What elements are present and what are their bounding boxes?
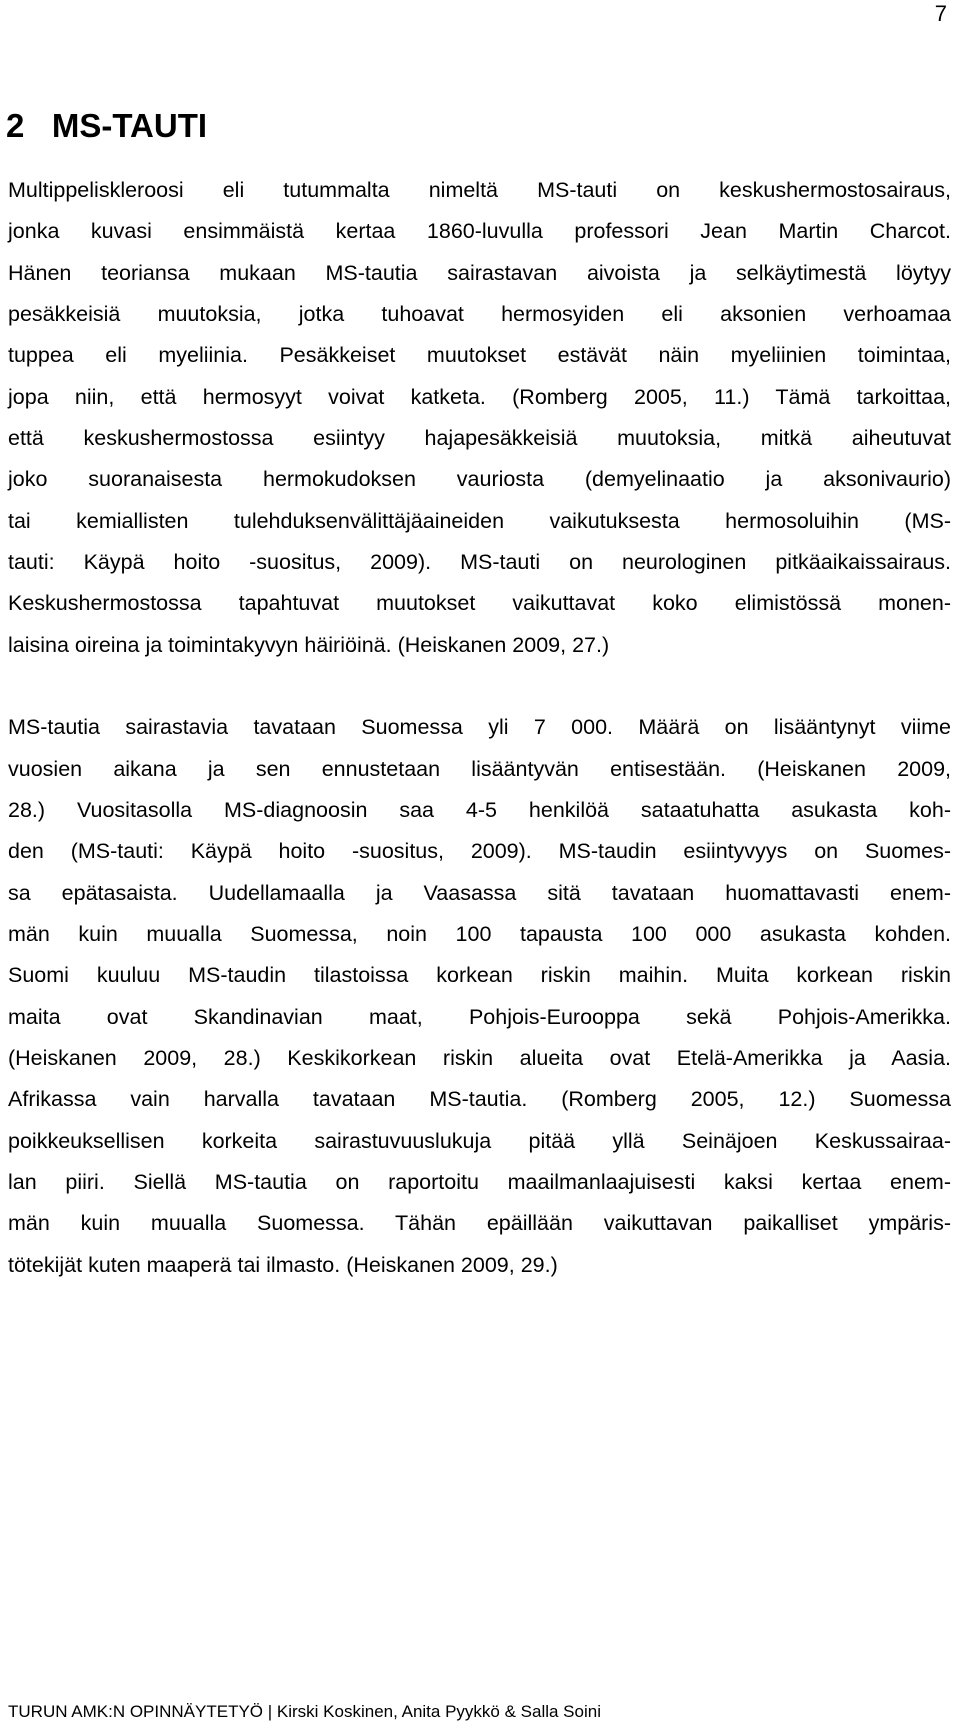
- paragraph-line: den (MS-tauti: Käypä hoito -suositus, 2009). MS-taudin esiintyvyys on Suomes-: [8, 839, 951, 863]
- page-footer: TURUN AMK:N OPINNÄYTETYÖ | Kirski Koskinen, Anita Pyykkö & Salla Soini: [8, 1702, 601, 1721]
- paragraph-line: pesäkkeisiä muutoksia, jotka tuhoavat hermosyiden eli aksonien verhoamaa: [8, 302, 951, 326]
- paragraph-line: män kuin muualla Suomessa. Tähän epäillään vaikuttavan paikalliset ympäris-: [8, 1211, 951, 1235]
- paragraph-line: lan piiri. Siellä MS-tautia on raportoitu maailmanlaajuisesti kaksi kertaa enem-: [8, 1170, 951, 1194]
- paragraph-line: laisina oireina ja toimintakyvyn häiriöinä. (Heiskanen 2009, 27.): [8, 633, 610, 657]
- paragraph-line: tötekijät kuten maaperä tai ilmasto. (Heiskanen 2009, 29.): [8, 1253, 558, 1277]
- paragraph-line: Afrikassa vain harvalla tavataan MS-tautia. (Romberg 2005, 12.) Suomessa: [8, 1087, 951, 1111]
- paragraph-line: jonka kuvasi ensimmäistä kertaa 1860-luvulla professori Jean Martin Charcot.: [8, 219, 951, 243]
- paragraph-line: joko suoranaisesta hermokudoksen vauriosta (demyelinaatio ja aksonivaurio): [8, 467, 951, 491]
- paragraph-line: sa epätasaista. Uudellamaalla ja Vaasassa sitä tavataan huomattavasti enem-: [8, 881, 951, 905]
- page-number: 7: [934, 1, 947, 26]
- paragraph-line: tauti: Käypä hoito -suositus, 2009). MS-tauti on neurologinen pitkäaikaissairaus.: [8, 550, 951, 574]
- paragraph-line: että keskushermostossa esiintyy hajapesäkkeisiä muutoksia, mitkä aiheutuvat: [8, 426, 951, 450]
- paragraph-line: (Heiskanen 2009, 28.) Keskikorkean riskin alueita ovat Etelä-Amerikka ja Aasia.: [8, 1046, 951, 1070]
- paragraph-line: Multippeliskleroosi eli tutummalta nimeltä MS-tauti on keskushermostosairaus,: [8, 178, 951, 202]
- paragraph-line: Hänen teoriansa mukaan MS-tautia sairastavan aivoista ja selkäytimestä löytyy: [8, 261, 951, 285]
- paragraph-line: män kuin muualla Suomessa, noin 100 tapausta 100 000 asukasta kohden.: [8, 922, 951, 946]
- paragraph-line: tai kemiallisten tulehduksenvälittäjäaineiden vaikutuksesta hermosoluihin (MS-: [8, 509, 951, 533]
- section-heading: 2 MS-TAUTI: [6, 107, 208, 144]
- paragraph-line: 28.) Vuositasolla MS-diagnoosin saa 4-5 henkilöä sataatuhatta asukasta koh-: [8, 798, 951, 822]
- paragraph-line: maita ovat Skandinavian maat, Pohjois-Eurooppa sekä Pohjois-Amerikka.: [8, 1005, 951, 1029]
- paragraph-line: poikkeuksellisen korkeita sairastuvuuslukuja pitää yllä Seinäjoen Keskussairaa-: [8, 1129, 951, 1153]
- paragraph-line: Suomi kuuluu MS-taudin tilastoissa korkean riskin maihin. Muita korkean riskin: [8, 963, 951, 987]
- paragraph-line: jopa niin, että hermosyyt voivat katketa. (Romberg 2005, 11.) Tämä tarkoittaa,: [8, 385, 951, 409]
- paragraph-line: tuppea eli myeliinia. Pesäkkeiset muutokset estävät näin myeliinien toimintaa,: [8, 343, 951, 367]
- paragraph-line: MS-tautia sairastavia tavataan Suomessa yli 7 000. Määrä on lisääntynyt viime: [8, 715, 951, 739]
- paragraph-line: Keskushermostossa tapahtuvat muutokset vaikuttavat koko elimistössä monen-: [8, 591, 951, 615]
- paragraph-line: vuosien aikana ja sen ennustetaan lisääntyvän entisestään. (Heiskanen 2009,: [8, 757, 951, 781]
